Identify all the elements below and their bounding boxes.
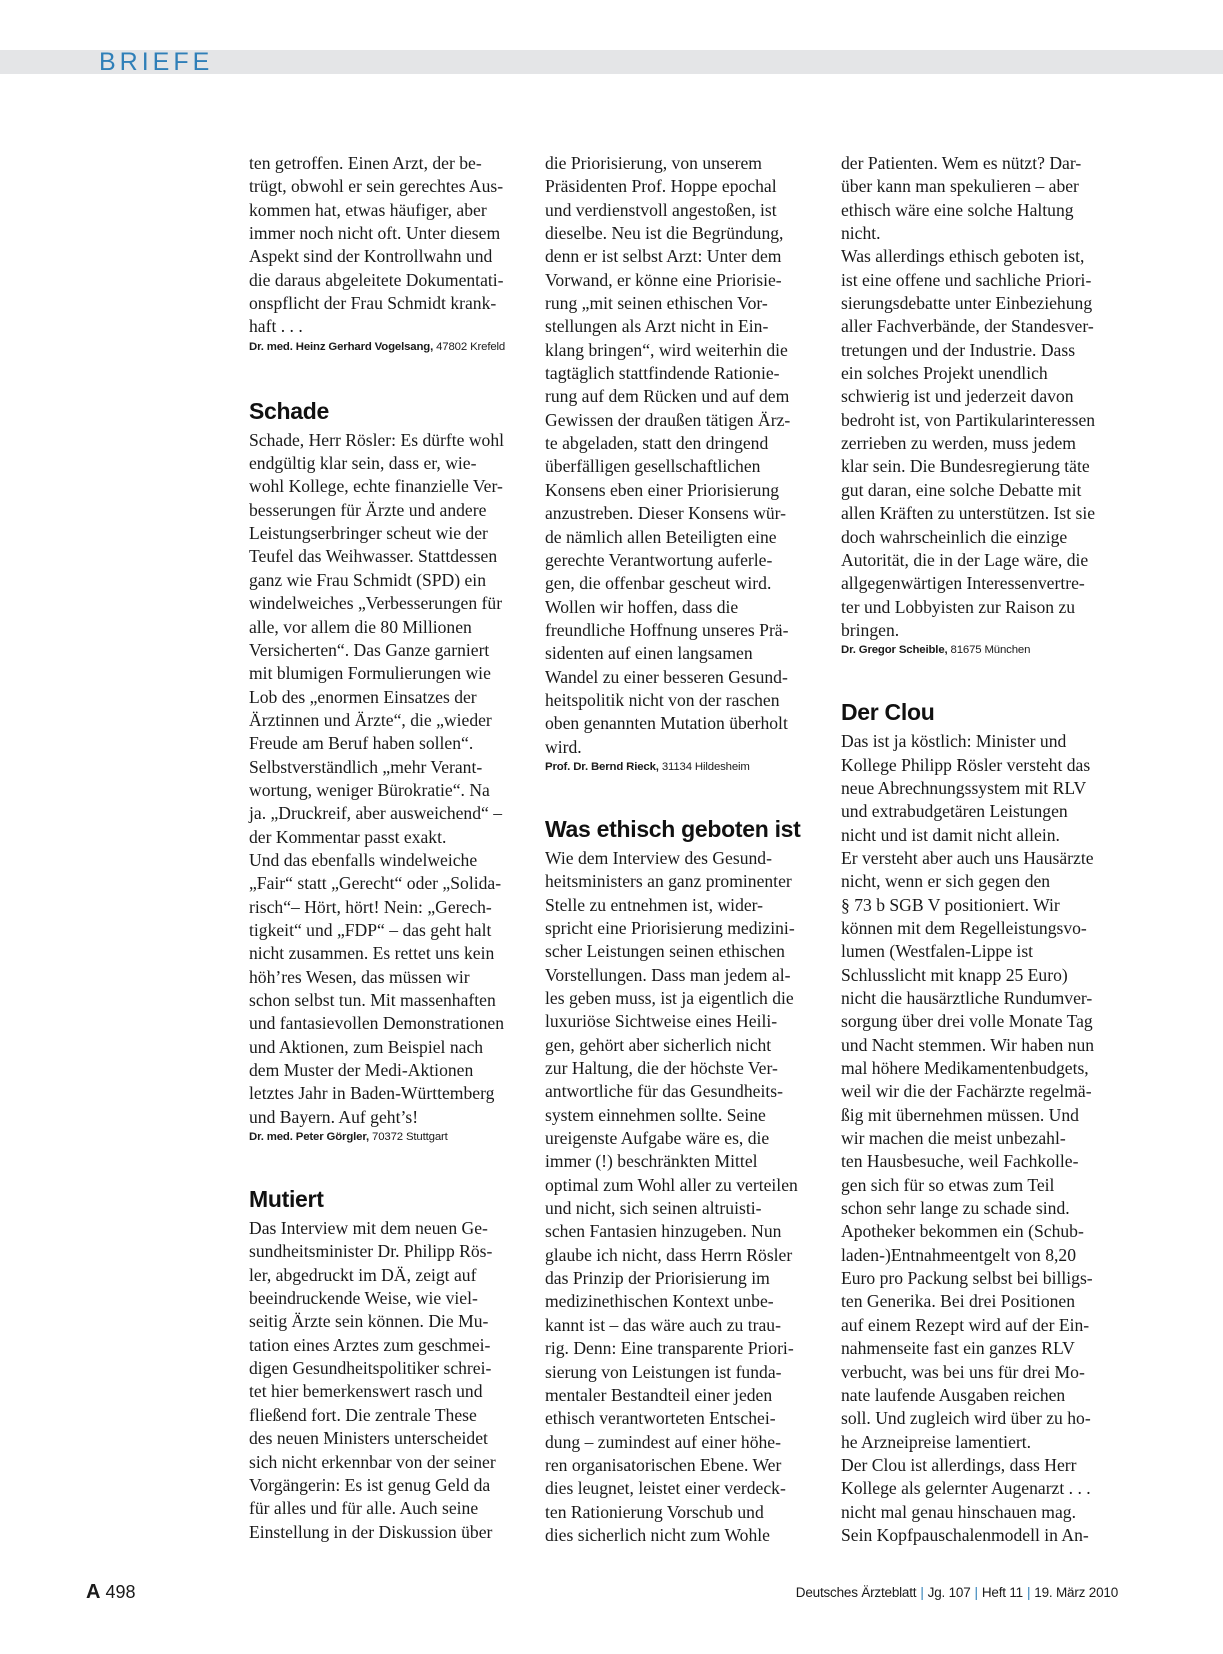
letter-heading: Der Clou (841, 699, 935, 726)
body-paragraph: Schade, Herr Rösler: Es dürfte wohl endgültig klar sein, dass er, wie- wohl Kollege, echte finanzielle Ver- besserungen für Ärzte und andere Leistungserbringer scheut wie der Teufel das Weihwasser. Stattdessen ganz wie Frau Schmidt (SPD) ein windelweiches „Verbesserungen für alle, vor allem die 80 Millionen Versicherten“. Das Ganze garniert mit blumigen Formulierungen wie Lob des „enormen Einsatzes der Ärztinnen und Ärzte“, die „wieder Freude am Beruf haben sollen“. Selbstverständlich „mehr Verant- wortung, weniger Bürokratie“. Na ja. „Druckreif, aber ausweichend“ – der Kommentar passt exakt. (249, 429, 505, 847)
body-paragraph: ten getroffen. Einen Arzt, der be- trügt, obwohl er sein gerechtes Aus- kommen hat, etwas häufiger, aber immer noch nicht oft. Unter diesem Aspekt sind der Kontrollwahn und die daraus abgeleitete Dokumentati- onspflicht der Frau Schmidt krank- haft . . . (249, 153, 504, 337)
journal-issue: Heft 11 (981, 1585, 1023, 1600)
body-paragraph: Das ist ja köstlich: Minister und Kollege Philipp Rösler versteht das neue Abrechnungssystem mit RLV und extrabudgetären Leistungen nicht und ist damit nicht allein. (841, 731, 1091, 845)
letter-signature: Dr. Gregor Scheible, 81675 München (841, 644, 1031, 657)
letter-heading: Was ethisch geboten ist (545, 815, 801, 842)
body-paragraph: Das Interview mit dem neuen Ge- sundheitsminister Dr. Philipp Rös- ler, abgedruckt im DÄ, zeigt auf beeindruckende Weise, wie viel- seitig Ärzte sein können. Die Mu- tation eines Arztes zum geschmei- digen Gesundheitspolitiker schrei- tet hier bemerkenswert rasch und fließend fort. Die zentrale These des neuen Ministers unterscheidet sich nicht erkennbar von der seiner Vorgängerin: Es ist genug Geld da für alles und für alle. Auch seine Einstellung in der Diskussion über (249, 1218, 496, 1542)
section-label: BRIEFE (99, 48, 214, 76)
page-number: A 498 (86, 1581, 136, 1603)
journal-date: 19. März 2010 (1034, 1585, 1118, 1600)
journal-volume: Jg. 107 (927, 1585, 971, 1600)
column-1 (249, 152, 531, 1544)
letter-heading: Mutiert (249, 1186, 324, 1213)
letter-signature: Prof. Dr. Bernd Rieck, 31134 Hildesheim (545, 760, 750, 773)
footer-separator: | (974, 1585, 978, 1600)
column-2 (545, 152, 827, 1547)
body-paragraph: die Priorisierung, von unserem Präsidenten Prof. Hoppe epochal und verdienstvoll angestoßen, ist dieselbe. Neu ist die Begründung, denn er ist selbst Arzt: Unter dem Vorwand, er könne eine Priorisie- rung „mit seinen ethischen Vor- stellungen als Arzt nicht in Ein- klang bringen“, wird weiterhin die tagtäglich stattfindende Rationie- rung auf dem Rücken und auf dem Gewissen der draußen tätigen Ärz- te abgeladen, statt den dringend überfälligen gesellschaftlichen Konsens eben einer Priorisierung anzustreben. Dieser Konsens wür- de nämlich allen Beteiligten eine gerechte Verantwortung auferle- gen, die offenbar gescheut wird. Wollen wir hoffen, dass die freundliche Hoffnung unseres Prä- sidenten auf einen langsamen Wandel zu einer besseren Gesund- heitspolitik nicht von der raschen oben genannten Mutation überholt wird. (545, 153, 791, 757)
letter-signature: Dr. med. Heinz Gerhard Vogelsang, 47802 Krefeld (249, 340, 506, 353)
body-paragraph: Er versteht aber auch uns Hausärzte nicht, wenn er sich gegen den § 73 b SGB V positioniert. Wir können mit dem Regelleistungsvo- lumen (Westfalen-Lippe ist Schlusslicht mit knapp 25 Euro) nicht die hausärztliche Rundumver- sorgung über drei volle Monate Tag und Nacht stemmen. Wir haben nun mal höhere Medikamentenbudgets, weil wir die der Fachärzte regelmä- ßig mit übernehmen müssen. Und wir machen die meist unbezahl- ten Hausbesuche, weil Fachkolle- gen sich für so etwas zum Teil schon sehr lange zu schade sind. Apotheker bekommen ein (Schub- laden-)Entnahmeentgelt von 8,20 Euro pro Packung selbst bei billigs- ten Generika. Bei drei Positionen auf einem Rezept wird auf der Ein- nahmenseite fast ein ganzes RLV verbucht, was bei uns für drei Mo- nate laufende Ausgaben reichen soll. Und zugleich wird über zu ho- he Arzneipreise lamentiert. (841, 847, 1095, 1452)
footer-separator: | (920, 1585, 924, 1600)
body-paragraph: der Patienten. Wem es nützt? Dar- über kann man spekulieren – aber ethisch wäre eine solche Haltung nicht. (841, 153, 1082, 244)
letter-heading: Schade (249, 397, 330, 424)
letter-signature: Dr. med. Peter Görgler, 70372 Stuttgart (249, 1131, 448, 1144)
body-paragraph: Und das ebenfalls windelweiche „Fair“ statt „Gerecht“ oder „Solida- risch“– Hört, hört! Nein: „Gerech- tigkeit“ und „FDP“ – das geht halt nicht zusammen. Es rettet uns kein höh’res Wesen, das müssen wir schon selbst tun. Mit massenhaften und fantasievollen Demonstrationen und Aktionen, zum Beispiel nach dem Muster der Medi-Aktionen letztes Jahr in Baden-Württemberg und Bayern. Auf geht’s! (249, 849, 505, 1127)
body-paragraph: Der Clou ist allerdings, dass Herr Kollege als gelernter Augenarzt . . . nicht mal genau hinschauen mag. Sein Kopfpauschalenmodell in An- (841, 1454, 1091, 1545)
body-paragraph: Wie dem Interview des Gesund- heitsministers an ganz prominenter Stelle zu entnehmen ist, wider- spricht eine Priorisierung medizini- scher Leistungen seinen ethischen Vorstellungen. Dass man jedem al- les geben muss, ist ja eigentlich die luxuriöse Sichtweise eines Heili- gen, gehört aber sicherlich nicht zur Haltung, die der höchste Ver- antwortliche für das Gesundheits- system einnehmen sollte. Seine ureigenste Aufgabe wäre es, die immer (!) beschränkten Mittel optimal zum Wohl aller zu verteilen und nicht, sich seinen altruisti- schen Fantasien hinzugeben. Nun glaube ich nicht, dass Herrn Rösler das Prinzip der Priorisierung im medizinethischen Kontext unbe- kannt ist – das wäre auch zu trau- rig. Denn: Eine transparente Priori- sierung von Leistungen ist funda- mentaler Bestandteil einer jeden ethisch verantworteten Entschei- dung – zumindest auf einer höhe- ren organisatorischen Ebene. Wer dies leugnet, leistet einer verdeck- ten Rationierung Vorschub und dies sicherlich nicht zum Wohle (545, 847, 798, 1545)
body-paragraph: Was allerdings ethisch geboten ist, ist eine offene und sachliche Priori- sierungsdebatte unter Einbeziehung aller Fachverbände, der Standesver- tretungen und der Industrie. Dass ein solches Projekt unendlich schwierig ist und jederzeit davon bedroht ist, von Partikularinteressen zerrieben zu werden, muss jedem klar sein. Die Bundesregierung täte gut daran, eine solche Debatte mit allen Kräften zu unterstützen. Ist sie doch wahrscheinlich die einzige Autorität, die in der Lage wäre, die allgegenwärtigen Interessenvertre- ter und Lobbyisten zur Raison zu bringen. (841, 246, 1096, 640)
footer-separator: | (1026, 1585, 1031, 1600)
journal-name: Deutsches Ärzteblatt (795, 1585, 917, 1600)
column-3 (841, 152, 1123, 1547)
footer-citation (796, 1583, 1118, 1603)
